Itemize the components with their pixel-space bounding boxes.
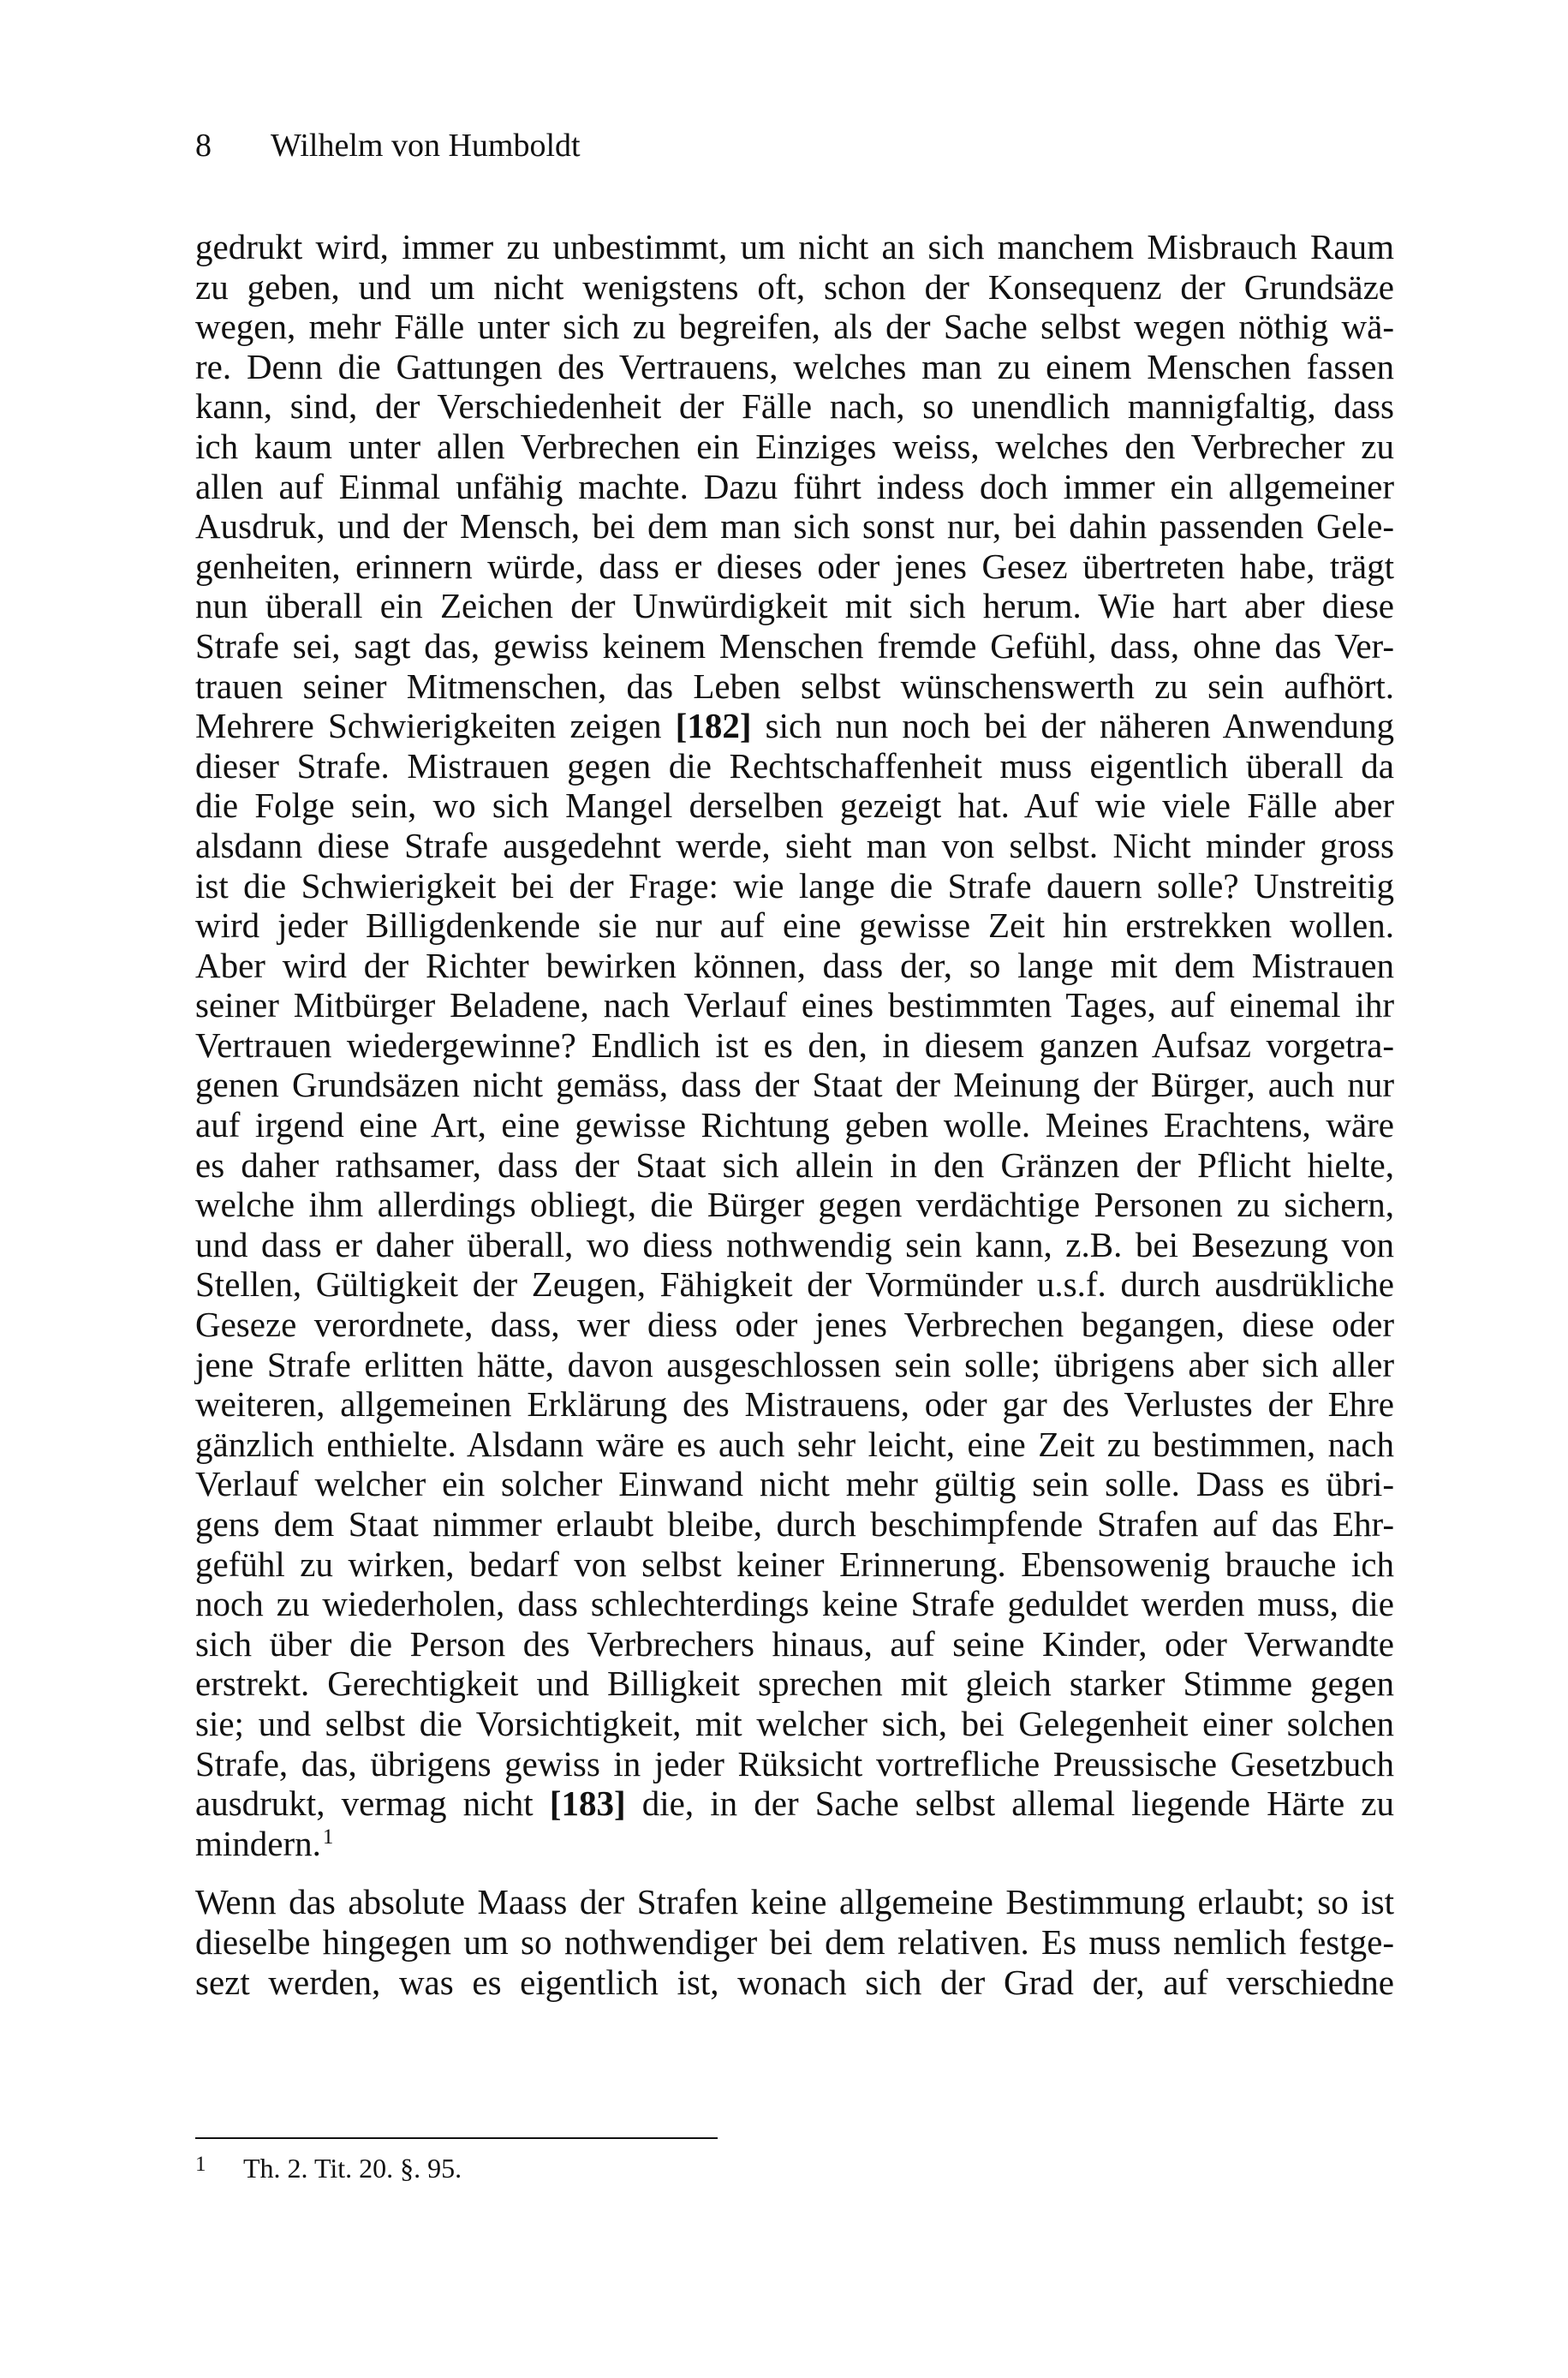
text-line: Wenn das absolute Maass der Strafen keine allgemeine Bestimmung erlaubt; so ist [195,1882,1394,1922]
text-line: alsdann diese Strafe ausgedehnt werde, sieht man von selbst. Nicht minder gross [195,825,1394,865]
text-segment: sich nun noch bei der näheren Anwendung [765,706,1395,746]
text-segment: ausdrukt, vermag nicht [195,1784,534,1824]
text-line: dieselbe hingegen um so nothwendiger bei dem relativen. Es muss nemlich festge- [195,1921,1394,1962]
footnote-separator [195,2137,718,2139]
text-line: jene Strafe erlitten hätte, davon ausgeschlossen sein solle; übrigens aber sich aller [195,1344,1394,1384]
text-line: zu geben, und um nicht wenigstens oft, schon der Konsequenz der Grundsäze [195,266,1394,307]
text-line: genheiten, erinnern würde, dass er dieses oder jenes Gesez übertreten habe, trägt [195,546,1394,586]
text-line: erstrekt. Gerechtigkeit und Billigkeit sprechen mit gleich starker Stimme gegen [195,1664,1394,1704]
text-line: genen Grundsäzen nicht gemäss, dass der Staat der Meinung der Bürger, auch nur [195,1065,1394,1105]
text-line: dieser Strafe. Mistrauen gegen die Rechtschaffenheit muss eigentlich überall da [195,745,1394,786]
text-line: sie; und selbst die Vorsichtigkeit, mit welcher sich, bei Gelegenheit einer solchen [195,1703,1394,1743]
text-line: noch zu wiederholen, dass schlechterdings keine Strafe geduldet werden muss, die [195,1584,1394,1624]
text-line-last [195,1824,1394,1864]
text-line: re. Denn die Gattungen des Vertrauens, welches man zu einem Menschen fassen [195,346,1394,386]
text-line: Aber wird der Richter bewirken können, dass der, so lange mit dem Mistrauen [195,945,1394,985]
text-line: Verlauf welcher ein solcher Einwand nicht mehr gültig sein solle. Dass es übri- [195,1464,1394,1504]
original-page-marker-183: [183] [549,1784,626,1824]
text-segment: Mehrere Schwierigkeiten zeigen [195,706,662,746]
running-head-author: Wilhelm von Humboldt [271,128,581,164]
text-segment: mindern. [195,1823,321,1863]
footnote-reference[interactable]: 1 [322,1825,334,1849]
text-line: welche ihm allerdings obliegt, die Bürger gegen verdächtige Personen zu sichern, [195,1185,1394,1225]
text-line: Strafe sei, sagt das, gewiss keinem Menschen fremde Gefühl, dass, ohne das Ver- [195,625,1394,666]
original-page-marker-182: [182] [675,706,752,746]
text-line: kann, sind, der Verschiedenheit der Fälle nach, so unendlich mannigfaltig, dass [195,386,1394,427]
paragraph-spacing [195,1863,1394,1882]
text-line: sezt werden, was es eigentlich ist, wonach sich der Grad der, auf verschiedne [195,1962,1394,2002]
text-line: allen auf Einmal unfähig machte. Dazu führt indess doch immer ein allgemeiner [195,466,1394,506]
text-line: gedrukt wird, immer zu unbestimmt, um nicht an sich manchem Misbrauch Raum [195,227,1394,266]
text-line: seiner Mitbürger Beladene, nach Verlauf eines bestimmten Tages, auf einemal ihr [195,985,1394,1025]
footnote-text: Th. 2. Tit. 20. §. 95. [243,2153,462,2184]
body-text [195,227,1394,2002]
text-line: wird jeder Billigdenkende sie nur auf eine gewisse Zeit hin erstrekken wollen. [195,905,1394,946]
text-line: wegen, mehr Fälle unter sich zu begreifen, als der Sache selbst wegen nöthig wä- [195,307,1394,347]
text-line: gens dem Staat nimmer erlaubt bleibe, durch beschimpfende Strafen auf das Ehr- [195,1504,1394,1544]
text-line: Strafe, das, übrigens gewiss in jeder Rüksicht vortrefliche Preussische Gesetzbuch [195,1743,1394,1784]
text-line: ich kaum unter allen Verbrechen ein Einziges weiss, welches den Verbrecher zu [195,426,1394,466]
text-line: gänzlich enthielte. Alsdann wäre es auch sehr leicht, eine Zeit zu bestimmen, nach [195,1424,1394,1464]
text-line: ist die Schwierigkeit bei der Frage: wie lange die Strafe dauern solle? Unstreitig [195,865,1394,905]
text-line: nun überall ein Zeichen der Unwürdigkeit mit sich herum. Wie hart aber diese [195,586,1394,626]
paragraph-2 [195,1882,1394,2002]
text-line-with-page-marker [195,1784,1394,1824]
page-number: 8 [195,128,212,164]
text-line: trauen seiner Mitmenschen, das Leben selbst wünschenswerth zu sein aufhört. [195,666,1394,706]
text-line: weiteren, allgemeinen Erklärung des Mistrauens, oder gar des Verlustes der Ehre [195,1384,1394,1425]
text-line: sich über die Person des Verbrechers hinaus, auf seine Kinder, oder Verwandte [195,1623,1394,1664]
text-line: Vertrauen wiedergewinne? Endlich ist es den, in diesem ganzen Aufsaz vorgetra- [195,1025,1394,1065]
footnote: 1 Th. 2. Tit. 20. §. 95. [195,2153,462,2184]
text-line: auf irgend eine Art, eine gewisse Richtung geben wolle. Meines Erachtens, wäre [195,1105,1394,1145]
text-line: die Folge sein, wo sich Mangel derselben gezeigt hat. Auf wie viele Fälle aber [195,786,1394,826]
text-line: gefühl zu wirken, bedarf von selbst keiner Erinnerung. Ebensowenig brauche ich [195,1544,1394,1584]
text-line: Geseze verordnete, dass, wer diess oder jenes Verbrechen begangen, diese oder [195,1305,1394,1345]
text-line: Stellen, Gültigkeit der Zeugen, Fähigkeit der Vormünder u.s.f. durch ausdrükliche [195,1264,1394,1305]
text-line-with-page-marker [195,706,1394,746]
text-line: es daher rathsamer, dass der Staat sich allein in den Gränzen der Pflicht hielte, [195,1144,1394,1185]
running-head [195,126,581,165]
text-line: Ausdruk, und der Mensch, bei dem man sich sonst nur, bei dahin passenden Gele- [195,506,1394,547]
text-line: und dass er daher überall, wo diess nothwendig sein kann, z.B. bei Besezung von [195,1224,1394,1264]
paragraph-1 [195,227,1394,1863]
text-segment: die, in der Sache selbst allemal liegende Härte zu [641,1784,1395,1824]
